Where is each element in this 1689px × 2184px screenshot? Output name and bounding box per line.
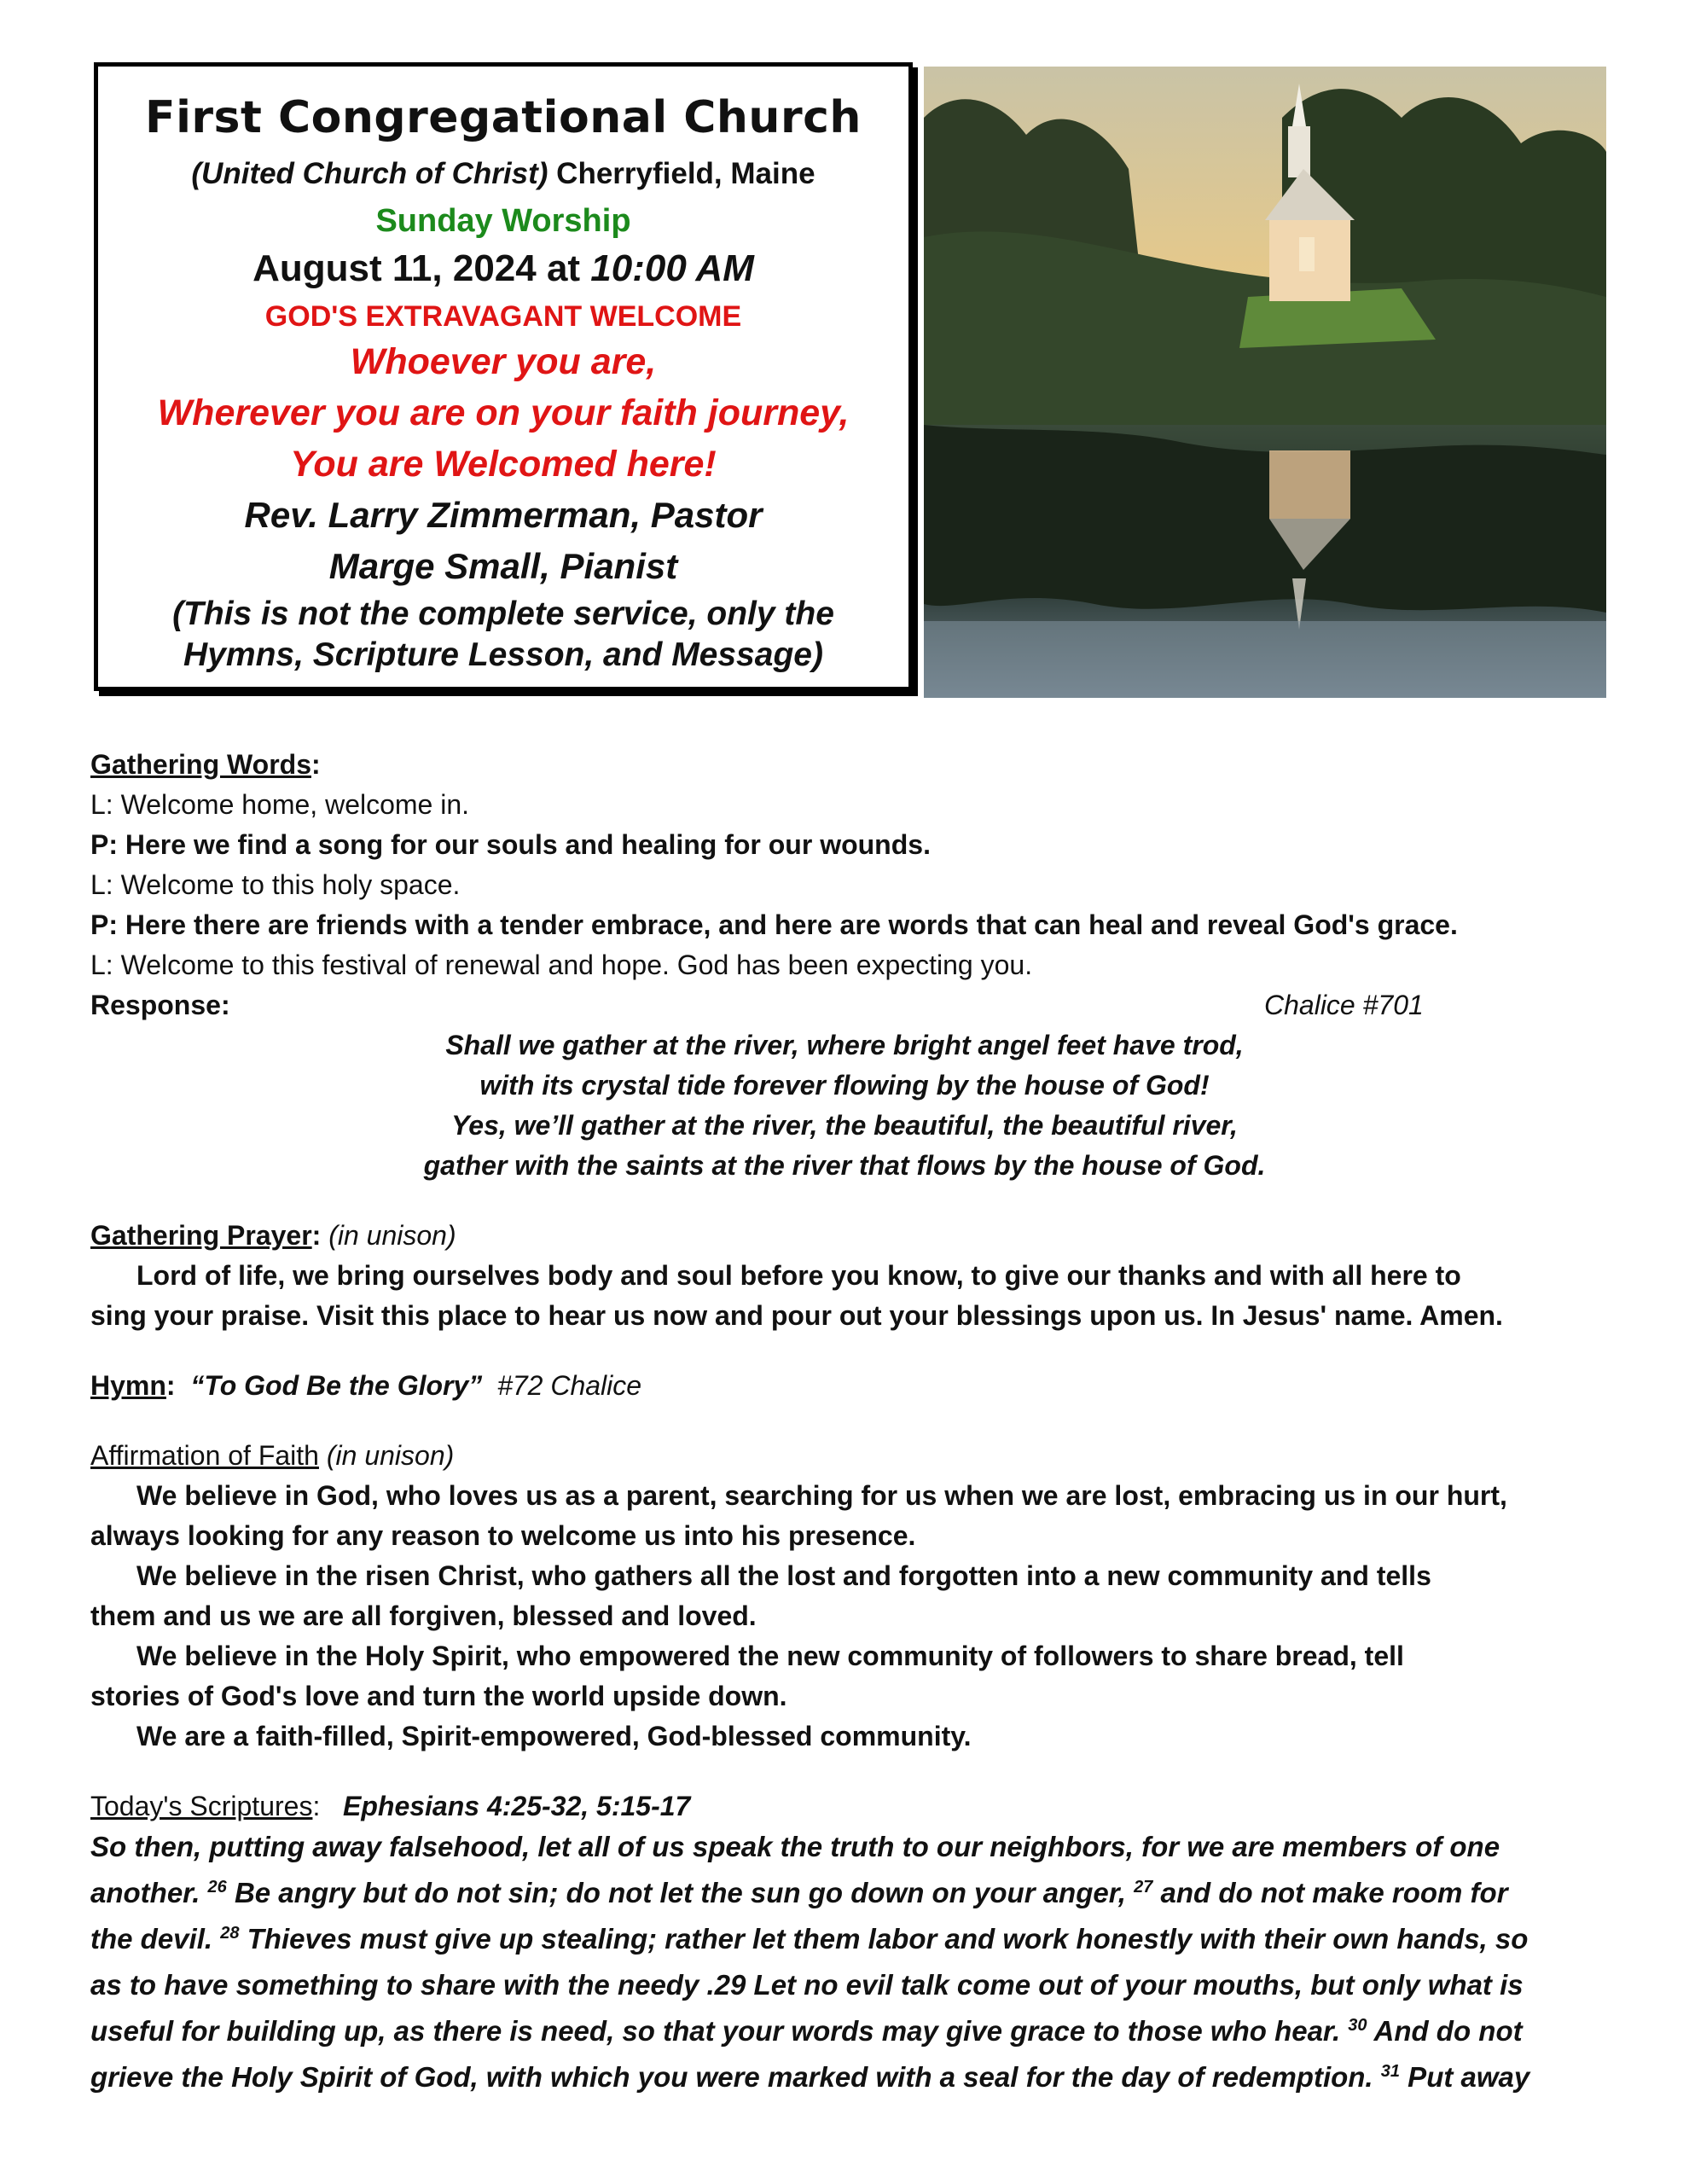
scripture-line-6 (90, 2059, 1529, 2095)
hymn-ref: #72 Chalice (482, 1370, 642, 1401)
affirmation-line-6: stories of God's love and turn the world upside down. (90, 1681, 787, 1711)
hymn-title: “To God Be the Glory” (190, 1370, 483, 1401)
scripture-text: useful for building up, as there is need, so that your words may give grace to those who hear. (90, 2015, 1349, 2047)
response-ref: Chalice #701 (1264, 990, 1424, 1020)
date: August 11, 2024 at (252, 247, 591, 289)
pastor: Rev. Larry Zimmerman, Pastor (244, 495, 763, 535)
scripture-ref: Ephesians 4:25-32, 5:15-17 (343, 1791, 691, 1821)
gathering-line-3: L: Welcome to this holy space. (90, 869, 461, 900)
church-reflection-image (924, 67, 1606, 698)
affirmation-heading-line (90, 1438, 454, 1472)
theme: GOD'S EXTRAVAGANT WELCOME (264, 300, 742, 333)
response-label: Response: (90, 990, 230, 1020)
scripture-text: another. (90, 1877, 208, 1908)
scripture-line-3 (90, 1921, 1528, 1957)
scripture-text: and do not make room for (1152, 1877, 1508, 1908)
response-line-1: Shall we gather at the river, where bright angel feet have trod, (445, 1030, 1244, 1060)
affirmation-line-1: We believe in God, who loves us as a parent, searching for us when we are lost, embracing us in our hurt, (136, 1480, 1507, 1511)
gathering-line-2: P: Here we find a song for our souls and healing for our wounds. (90, 829, 931, 860)
verse-number: 28 (220, 1924, 240, 1943)
scripture-text: grieve the Holy Spirit of God, with which you were marked with a seal for the day of redemption. (90, 2061, 1381, 2093)
welcome-line-1: Whoever you are, (350, 341, 657, 382)
verse-number: 30 (1348, 2016, 1367, 2035)
scripture-line-1: So then, putting away falsehood, let all of us speak the truth to our neighbors, for we are members of one (90, 1831, 1500, 1862)
prayer-line-2: sing your praise. Visit this place to hear us now and pour out your blessings upon us. In Jesus' name. Amen. (90, 1300, 1503, 1331)
hymn-heading: Hymn (90, 1370, 166, 1401)
header-box (94, 62, 913, 691)
affirmation-heading: Affirmation of Faith (90, 1440, 319, 1471)
welcome-line-2: Wherever you are on your faith journey, (157, 392, 850, 433)
response-line-3: Yes, we’ll gather at the river, the beautiful, the beautiful river, (451, 1110, 1238, 1141)
heading-colon: : (311, 749, 321, 780)
scripture-text: Be angry but do not sin; do not let the sun go down on your anger, (226, 1877, 1135, 1908)
affiliation: (United Church of Christ) (191, 157, 548, 190)
affirmation-line-2: always looking for any reason to welcome us into his presence. (90, 1520, 916, 1551)
scripture-text: Put away (1400, 2061, 1530, 2093)
scripture-text: And do not (1367, 2015, 1523, 2047)
heading-colon: : (165, 1370, 191, 1401)
scriptures-heading-line (90, 1789, 690, 1823)
verse-number: 26 (207, 1878, 227, 1896)
church-affiliation-line (98, 157, 908, 191)
gathering-prayer-heading-line (90, 1218, 456, 1252)
heading-colon: : (311, 1220, 322, 1251)
scripture-text: Thieves must give up stealing; rather let them labor and work honestly with their own hands, so (239, 1923, 1529, 1955)
heading-colon: : (312, 1791, 343, 1821)
affirmation-line-3: We believe in the risen Christ, who gathers all the lost and forgotten into a new community and tells (136, 1560, 1431, 1591)
service-date (98, 247, 908, 290)
gathering-line-4: P: Here there are friends with a tender embrace, and here are words that can heal and reveal God's grace. (90, 909, 1458, 940)
in-unison-note: (in unison) (318, 1440, 455, 1471)
affirmation-line-4: them and us we are all forgiven, blessed and loved. (90, 1600, 757, 1631)
gathering-words-heading-line (90, 747, 321, 781)
welcome-line-3: You are Welcomed here! (290, 444, 717, 485)
church-photo (924, 67, 1606, 698)
time: 10:00 AM (590, 247, 754, 289)
scripture-text: the devil. (90, 1923, 221, 1955)
prayer-line-1: Lord of life, we bring ourselves body and soul before you know, to give our thanks and with all here to (136, 1260, 1461, 1291)
scripture-line-2 (90, 1875, 1508, 1911)
hymn-line (90, 1368, 641, 1403)
service-name: Sunday Worship (375, 203, 631, 239)
verse-number: 31 (1380, 2062, 1401, 2081)
church-name: First Congregational Church (145, 92, 862, 143)
verse-number: 27 (1134, 1878, 1153, 1896)
location: Cherryfield, Maine (548, 157, 815, 190)
affirmation-line-7: We are a faith-filled, Spirit-empowered, God-blessed community. (136, 1721, 972, 1751)
pianist: Marge Small, Pianist (328, 546, 678, 586)
service-note-1: (This is not the complete service, only the (172, 595, 834, 632)
gathering-line-5: L: Welcome to this festival of renewal and hope. God has been expecting you. (90, 950, 1033, 980)
gathering-prayer-heading: Gathering Prayer (90, 1220, 312, 1251)
affirmation-line-5: We believe in the Holy Spirit, who empowered the new community of followers to share bread, tell (136, 1641, 1404, 1671)
response-line-4: gather with the saints at the river that flows by the house of God. (423, 1150, 1266, 1181)
scripture-line-4: as to have something to share with the needy .29 Let no evil talk come out of your mouths, but only what is (90, 1969, 1524, 2001)
gathering-words-heading: Gathering Words (90, 749, 311, 780)
response-line-2: with its crystal tide forever flowing by the house of God! (479, 1070, 1210, 1101)
scriptures-heading: Today's Scriptures (90, 1791, 313, 1821)
in-unison-note: (in unison) (321, 1220, 456, 1251)
scripture-line-5 (90, 2013, 1523, 2049)
gathering-line-1: L: Welcome home, welcome in. (90, 789, 470, 820)
service-note-2: Hymns, Scripture Lesson, and Message) (183, 636, 823, 673)
